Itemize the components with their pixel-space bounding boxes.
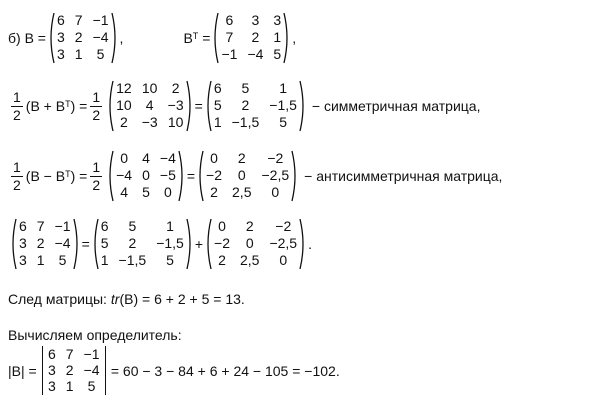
line-antisymmetric (8, 150, 502, 202)
matrix-cell: 2 (237, 150, 246, 166)
matrix-antisymmetric (197, 150, 298, 202)
matrix-cell: 5 (87, 378, 96, 394)
matrix-cell: 3 (47, 378, 56, 394)
matrix-b (10, 218, 80, 270)
fraction-one-half: $\frac{1}{2}$ (92, 88, 101, 123)
matrix-cell: 1 (166, 218, 174, 234)
sum-expression-close: ) = (70, 98, 88, 114)
matrix-cell: 3 (56, 46, 65, 62)
matrix-cell: 6 (47, 346, 56, 362)
left-paren (205, 80, 212, 132)
fraction-one-half: $\frac{1}{2}$ (13, 158, 21, 193)
line-decomposition (8, 218, 312, 270)
determinant-lhs: |B| = (8, 362, 37, 379)
difference-expression: (B − B (25, 168, 66, 184)
matrix-cell: 2 (171, 80, 180, 96)
matrix-cell: 10 (141, 80, 158, 96)
left-paren (48, 12, 55, 64)
matrix-cell: 2 (120, 114, 128, 130)
matrix-cell: 1 (100, 252, 109, 268)
fraction-one-half: $\frac{1}{2}$ (92, 158, 101, 193)
matrix-cell: 0 (218, 218, 226, 234)
determinant-matrix (39, 346, 109, 395)
matrix-cell: 10 (167, 114, 184, 130)
matrix-cell: 12 (116, 80, 132, 96)
matrix-cell: 6 (225, 12, 234, 28)
matrix-cell: −2,5 (261, 167, 290, 183)
matrix-cell: 4 (142, 150, 150, 166)
matrix-b-plus-bt (107, 80, 193, 132)
matrix-cell: 1 (36, 252, 45, 268)
matrix-cell: −1,5 (118, 252, 147, 268)
equals-sign: = (194, 98, 203, 114)
matrix-cell: 2 (245, 218, 254, 234)
right-paren (111, 12, 118, 64)
matrix-cell: −2 (214, 235, 230, 251)
matrix-cell: 2 (74, 29, 83, 45)
difference-expression-close: ) = (70, 168, 88, 184)
left-paren (107, 80, 114, 132)
transpose-sup: T (65, 99, 71, 109)
matrix-b-minus-bt (107, 150, 185, 202)
matrix-cell: 1 (213, 114, 222, 130)
matrix-cell: 7 (36, 218, 45, 234)
matrix-cell: 5 (58, 252, 67, 268)
trace-expression: (B) = 6 + 2 + 5 = 13. (119, 291, 245, 307)
matrix-cell: −3 (141, 114, 158, 130)
matrix-symmetric (92, 218, 193, 270)
sum-expression: (B + B (25, 98, 66, 114)
matrix-cell: 6 (213, 80, 222, 96)
matrix-cell: 0 (120, 150, 128, 166)
matrix-grid (204, 150, 291, 202)
line-determinant (8, 346, 340, 395)
right-paren (186, 218, 193, 270)
line-b-and-transpose (8, 12, 296, 64)
matrix-cell: 3 (56, 29, 65, 45)
matrix-cell: 2 (36, 235, 45, 251)
left-paren (205, 218, 212, 270)
matrix-cell: 2 (210, 184, 218, 200)
matrix-cell: 1 (279, 80, 287, 96)
transpose-sup: T (65, 169, 71, 179)
period: . (308, 236, 312, 252)
matrix-cell: 5 (166, 252, 174, 268)
matrix-cell: 6 (100, 218, 109, 234)
matrix-antisymmetric (205, 218, 306, 270)
matrix-cell: −1 (221, 46, 238, 62)
matrix-cell: −2 (206, 167, 223, 183)
matrix-grid (212, 218, 299, 270)
left-paren (92, 218, 99, 270)
matrix-cell: 2 (128, 235, 137, 251)
matrix-cell: −4 (247, 46, 264, 62)
matrix-grid (212, 80, 299, 132)
determinant-bar (105, 346, 106, 395)
equals-sign: = (81, 236, 90, 252)
matrix-cell: 1 (74, 46, 83, 62)
matrix-cell: 3 (19, 235, 27, 251)
matrix-cell: 0 (245, 235, 254, 251)
matrix-grid (99, 218, 186, 270)
right-paren (73, 218, 80, 270)
matrix-cell: 10 (116, 97, 132, 113)
matrix-cell: −5 (159, 167, 176, 183)
right-paren (186, 80, 193, 132)
matrix-cell: −3 (167, 97, 184, 113)
matrix-cell: −2,5 (269, 235, 298, 251)
matrix-cell: −1,5 (269, 97, 297, 113)
matrix-cell: 7 (225, 29, 234, 45)
right-paren (299, 80, 306, 132)
matrix-cell: 2,5 (232, 184, 252, 200)
left-paren (197, 150, 204, 202)
right-paren (178, 150, 185, 202)
matrix-cell: 7 (65, 346, 74, 362)
matrix-cell: −1 (92, 12, 109, 28)
matrix-cell: −4 (83, 362, 100, 378)
left-paren (107, 150, 114, 202)
equals-sign: = (202, 30, 211, 46)
matrix-cell: 0 (210, 150, 218, 166)
matrix-cell: 1 (65, 378, 74, 394)
matrix-cell: −4 (92, 29, 109, 45)
comma: , (119, 30, 124, 46)
matrix-cell: 0 (271, 184, 280, 200)
matrix-cell: −1 (54, 218, 71, 234)
trace-label: След матрицы: (8, 291, 107, 307)
matrix-grid (46, 346, 102, 395)
matrix-cell: 5 (213, 97, 222, 113)
matrix-cell: 0 (142, 167, 150, 183)
matrix-cell: −4 (159, 150, 176, 166)
comma: , (292, 30, 297, 46)
matrix-cell: 5 (142, 184, 150, 200)
matrix-cell: 3 (47, 362, 56, 378)
matrix-symmetric (205, 80, 306, 132)
matrix-cell: 5 (279, 114, 287, 130)
matrix-cell: 2,5 (239, 252, 260, 268)
matrix-cell: 5 (241, 80, 250, 96)
matrix-cell: −2 (267, 150, 284, 166)
right-paren (299, 218, 306, 270)
matrix-cell: 6 (56, 12, 65, 28)
matrix-cell: 0 (237, 167, 246, 183)
matrix-cell: −1,5 (156, 235, 184, 251)
matrix-cell: 5 (128, 218, 137, 234)
matrix-grid (114, 80, 186, 132)
matrix-cell: 5 (100, 235, 109, 251)
matrix-cell: 3 (273, 12, 282, 28)
matrix-grid (114, 150, 178, 202)
matrix-b-transpose (212, 12, 290, 64)
matrix-cell: 6 (19, 218, 27, 234)
matrix-cell: 2 (218, 252, 226, 268)
matrix-cell: 2 (241, 97, 250, 113)
left-paren (212, 12, 219, 64)
determinant-rhs: = 60 − 3 − 84 + 6 + 24 − 105 = −102. (110, 362, 340, 379)
matrix-grid (17, 218, 73, 270)
symmetric-label: − симметричная матрица, (311, 98, 481, 114)
matrix-cell: 0 (279, 252, 288, 268)
plus-sign: + (194, 236, 204, 252)
matrix-cell: 0 (163, 184, 172, 200)
matrix-cell: 3 (251, 12, 260, 28)
determinant-bar (42, 346, 43, 395)
matrix-cell: −1 (83, 346, 100, 362)
matrix-cell: 4 (120, 184, 128, 200)
matrix-grid (55, 12, 111, 64)
matrix-cell: 5 (273, 46, 282, 62)
line-symmetric (8, 80, 480, 132)
right-paren (283, 12, 290, 64)
matrix-cell: 7 (74, 12, 83, 28)
matrix-grid (219, 12, 283, 64)
matrix-cell: −2 (275, 218, 292, 234)
equals-sign: = (186, 168, 196, 184)
matrix-cell: 2 (65, 362, 74, 378)
matrix-cell: −4 (116, 167, 133, 183)
transpose-sup: T (192, 31, 199, 41)
matrix-cell: 2 (251, 29, 260, 45)
matrix-cell: 3 (19, 252, 27, 268)
fraction-one-half: $\frac{1}{2}$ (13, 88, 21, 123)
matrix-cell: −4 (54, 235, 71, 251)
trace-function: tr (110, 291, 120, 307)
matrix-cell: 5 (96, 46, 105, 62)
matrix-cell: −1,5 (231, 114, 260, 130)
determinant-heading: Вычисляем определитель: (8, 327, 182, 343)
matrix-b (48, 12, 118, 64)
right-paren (291, 150, 298, 202)
matrix-cell: 4 (145, 97, 154, 113)
antisymmetric-label: − антисимметричная матрица, (304, 168, 503, 184)
line-trace (8, 291, 245, 307)
left-paren (10, 218, 17, 270)
bt-label: B (183, 30, 193, 46)
matrix-cell: 1 (273, 29, 282, 45)
b-definition-label: б) B = (8, 30, 46, 46)
